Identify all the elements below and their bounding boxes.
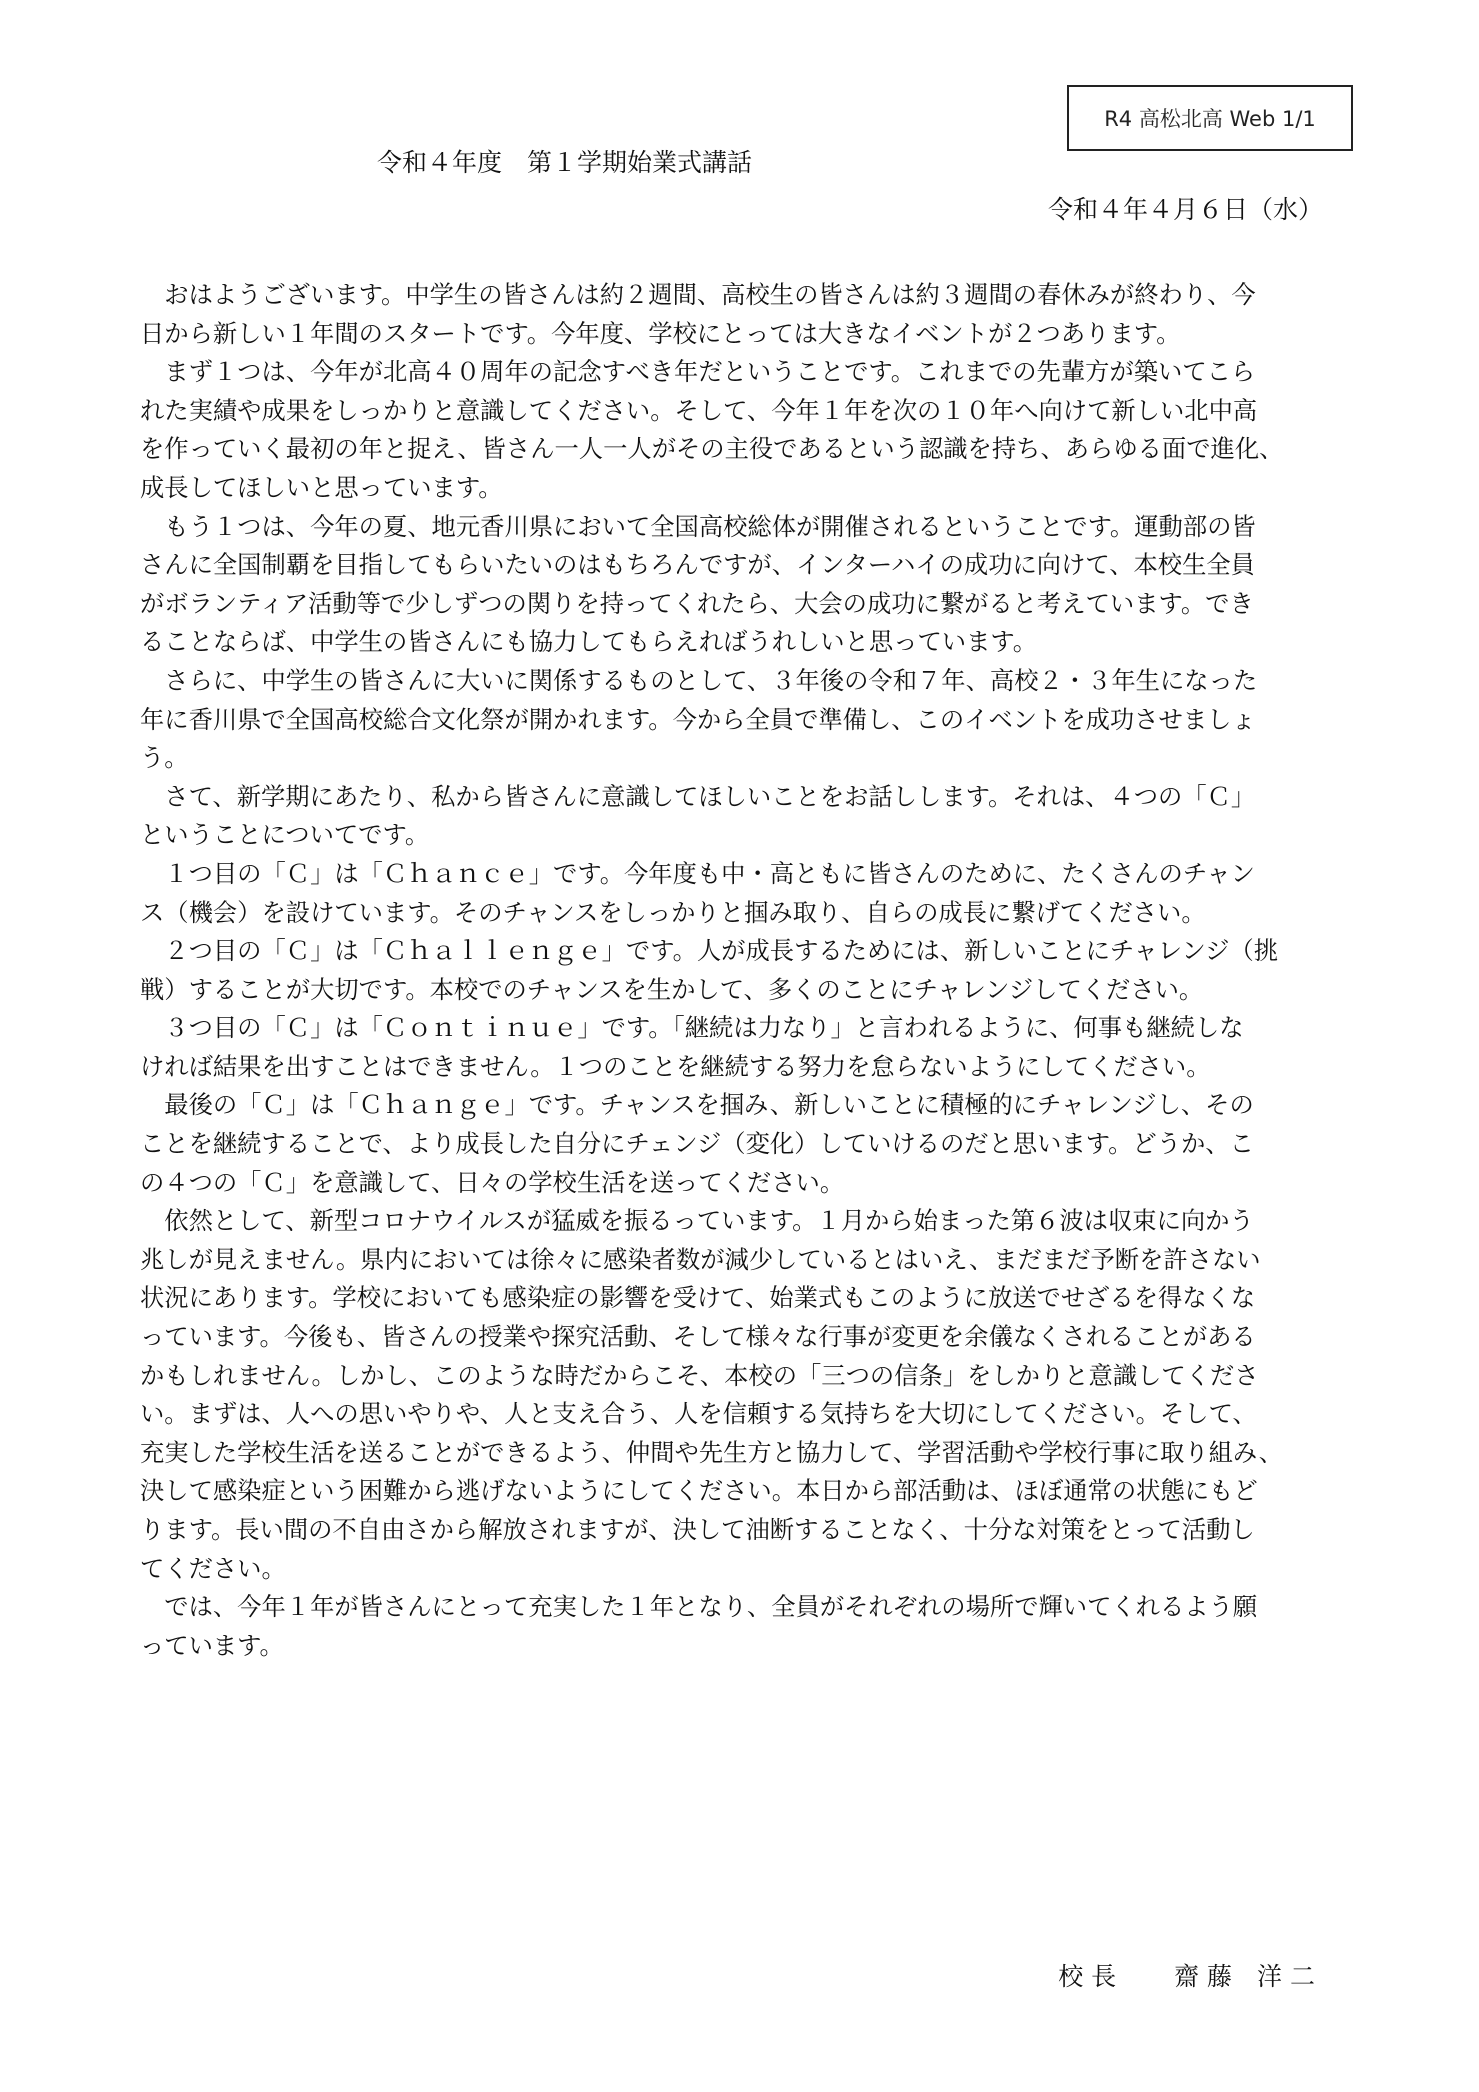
speech-paragraph	[140, 508, 1328, 662]
speech-line: おはようございます。中学生の皆さんは約２週間、高校生の皆さんは約３週間の春休みが終わり、今	[140, 280, 1256, 309]
speech-line: ス（機会）を設けています。そのチャンスをしっかりと掴み取り、自らの成長に繋げてください。	[140, 897, 1206, 927]
speech-line: ことを継続することで、より成長した自分にチェンジ（変化）していけるのだと思います。どうか、こ	[140, 1129, 1254, 1159]
speech-line: まず１つは、今年が北高４０周年の記念すべき年だということです。これまでの先輩方が築いてこら	[140, 357, 1256, 387]
speech-line: 充実した学校生活を送ることができるよう、仲間や先生方と協力して、学習活動や学校行事に取り組み、	[140, 1437, 1283, 1467]
document-title: 令和４年度 第１学期始業式講話	[376, 148, 752, 177]
speech-paragraph	[140, 662, 1328, 778]
speech-line: では、今年１年が皆さんにとって充実した１年となり、全員がそれぞれの場所で輝いてくれるよう願	[140, 1592, 1258, 1622]
speech-line: ければ結果を出すことはできません。１つのことを継続する努力を怠らないようにしてください。	[140, 1051, 1211, 1081]
speech-paragraph	[140, 778, 1328, 855]
speech-line: かもしれません。しかし、このような時だからこそ、本校の「三つの信条」をしかりと意識してくださ	[140, 1360, 1259, 1390]
speech-line: がボランティア活動等で少しずつの関りを持ってくれたら、大会の成功に繋がると考えています。でき	[140, 588, 1254, 618]
document-date: 令和４年４月６日（水）	[1047, 195, 1323, 224]
speech-line: 最後の「Ｃ」は「Ｃｈａｎｇｅ」です。チャンスを掴み、新しいことに積極的にチャレンジし、その	[140, 1090, 1254, 1120]
speech-line: 日から新しい１年間のスタートです。今年度、学校にとっては大きなイベントが２つあります。	[140, 318, 1181, 348]
speech-line: 状況にあります。学校においても感染症の影響を受けて、始業式もこのように放送でせざるを得なくな	[140, 1283, 1256, 1313]
speech-line: っています。今後も、皆さんの授業や探究活動、そして様々な行事が変更を余儀なくされることがある	[140, 1322, 1256, 1352]
document-tag-box	[1067, 85, 1353, 151]
speech-line: １つ目の「Ｃ」は「Ｃｈａｎｃｅ」です。今年度も中・高ともに皆さんのために、たくさんのチャン	[140, 858, 1255, 888]
speech-line: 成長してほしいと思っています。	[140, 472, 503, 502]
speech-line: ります。長い間の不自由さから解放されますが、決して油断することなく、十分な対策をとって活動し	[140, 1515, 1255, 1544]
speech-paragraph	[140, 353, 1328, 507]
speech-paragraph	[140, 1086, 1328, 1202]
speech-line: の４つの「Ｃ」を意識して、日々の学校生活を送ってください。	[140, 1167, 845, 1197]
speech-line: っています。	[140, 1630, 284, 1660]
speech-line: 決して感染症という困難から逃げないようにしてください。本日から部活動は、ほぼ通常の状態にもど	[140, 1476, 1258, 1506]
speech-line: い。まずは、人への思いやりや、人と支え合う、人を信頼する気持ちを大切にしてください。そして、	[140, 1399, 1257, 1429]
speech-paragraph	[140, 855, 1328, 932]
speech-line: さらに、中学生の皆さんに大いに関係するものとして、３年後の令和７年、高校２・３年生になった	[140, 665, 1258, 695]
speech-paragraph	[140, 1009, 1328, 1086]
speech-line: ることならば、中学生の皆さんにも協力してもらえればうれしいと思っています。	[140, 627, 1038, 657]
speech-line: ということについてです。	[140, 820, 430, 850]
speech-line: 依然として、新型コロナウイルスが猛威を振るっています。１月から始まった第６波は収束に向かう	[140, 1206, 1254, 1236]
speech-line: さて、新学期にあたり、私から皆さんに意識してほしいことをお話しします。それは、４つの「Ｃ」	[140, 781, 1256, 811]
speech-paragraph	[140, 932, 1328, 1009]
speech-line: ２つ目の「Ｃ」は「Ｃｈａｌｌｅｎｇｅ」です。人が成長するためには、新しいことにチャレンジ（挑	[140, 936, 1279, 966]
speech-line: を作っていく最初の年と捉え、皆さん一人一人がその主役であるという認識を持ち、あらゆる面で進化、	[140, 434, 1284, 464]
speech-line: れた実績や成果をしっかりと意識してください。そして、今年１年を次の１０年へ向けて新しい北中高	[140, 395, 1258, 425]
speech-line: さんに全国制覇を目指してもらいたいのはもちろんですが、インターハイの成功に向けて、本校生全員	[140, 550, 1255, 580]
document-tag-label: R4 高松北高 Web 1/1	[1104, 107, 1316, 131]
speech-line: 兆しが見えません。県内においては徐々に感染者数が減少しているとはいえ、まだまだ予断を許さない	[140, 1244, 1261, 1274]
speech-line: てください。	[140, 1553, 286, 1583]
speech-paragraph	[140, 276, 1328, 353]
speech-line: う。	[140, 743, 189, 773]
speech-paragraph	[140, 1588, 1328, 1665]
speech-line: ３つ目の「Ｃ」は「Ｃｏｎｔｉｎｕｅ」です。「継続は力なり」と言われるように、何事も継続しな	[140, 1013, 1244, 1043]
speech-line: 戦）することが大切です。本校でのチャンスを生かして、多くのことにチャレンジしてください。	[140, 974, 1204, 1004]
speech-line: 年に香川県で全国高校総合文化祭が開かれます。今から全員で準備し、このイベントを成功させましょ	[140, 704, 1256, 734]
signature: 校 長 齋 藤 洋 二	[1058, 1962, 1315, 1991]
speech-line: もう１つは、今年の夏、地元香川県において全国高校総体が開催されるということです。運動部の皆	[140, 511, 1256, 541]
speech-body	[140, 276, 1328, 1665]
speech-paragraph	[140, 1202, 1328, 1588]
